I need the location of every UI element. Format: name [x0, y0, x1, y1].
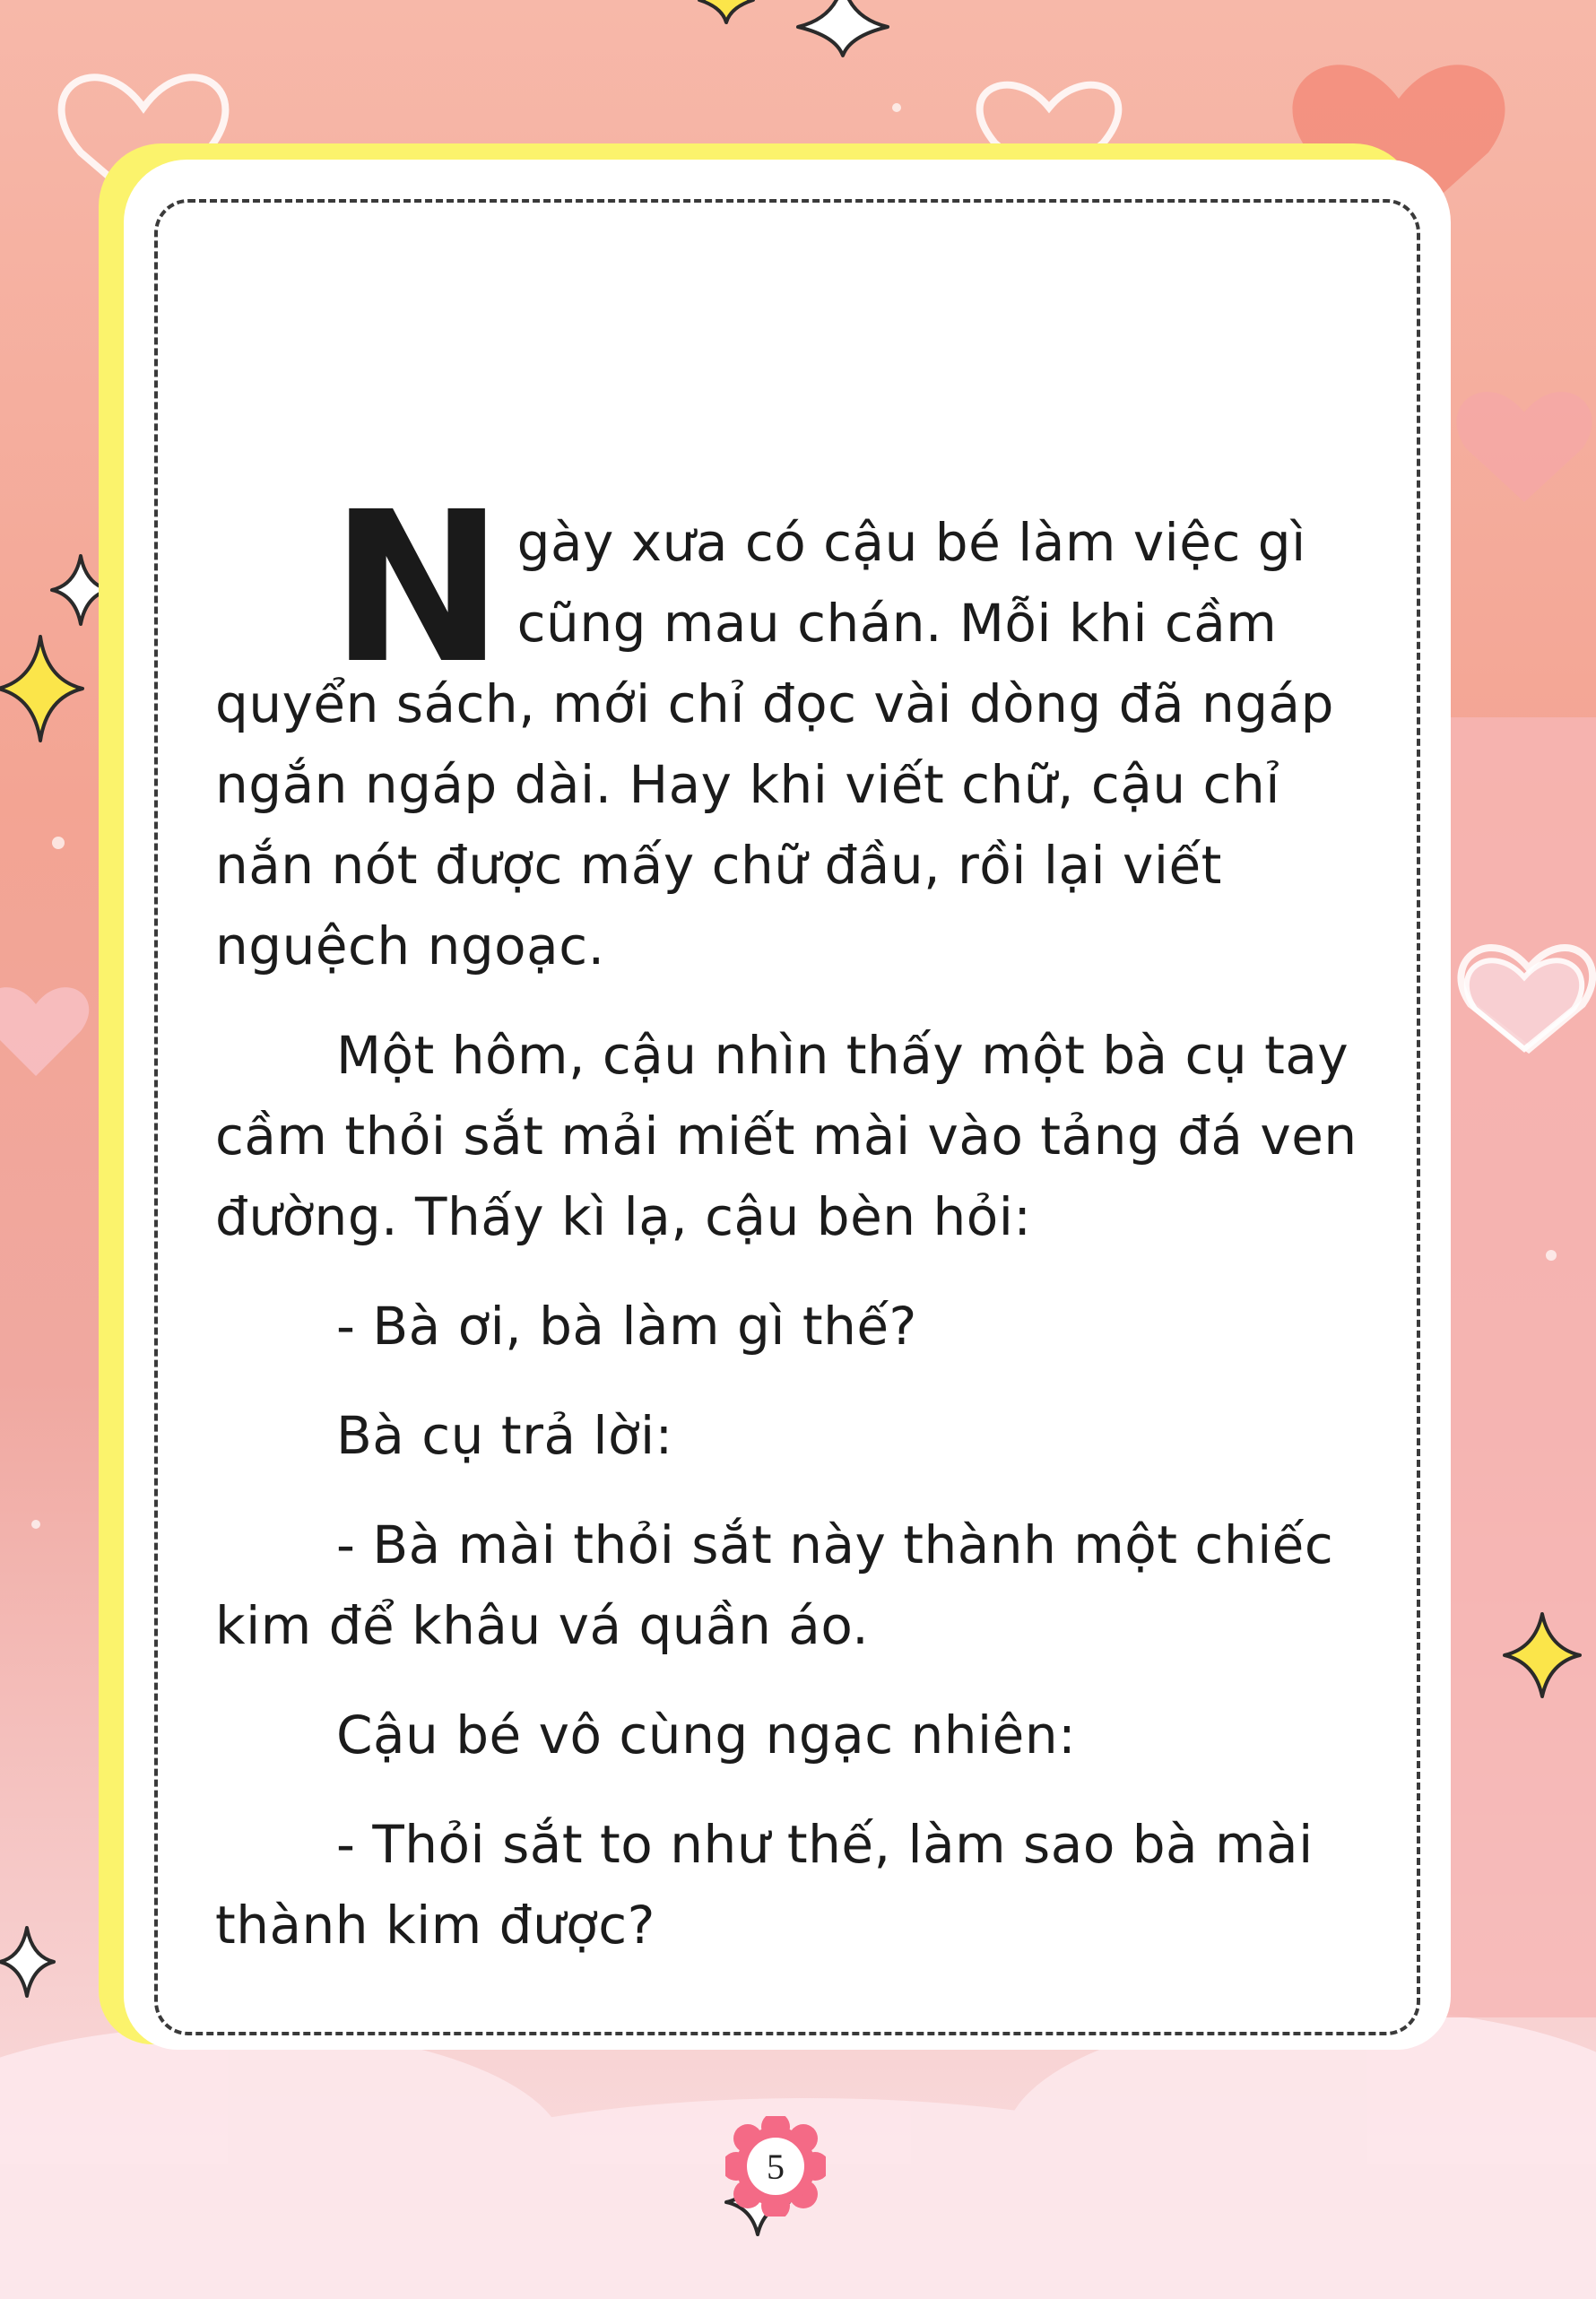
dialogue-line: - Thỏi sắt to như thế, làm sao bà mài thành kim được? [215, 1814, 1314, 1956]
story-text [215, 467, 1372, 1994]
page-number-badge [725, 2116, 826, 2217]
story-paragraph [215, 467, 1372, 986]
story-paragraph-text: gày xưa có cậu bé làm việc gì cũng mau chán. Mỗi khi cầm quyển sách, mới chỉ đọc vài dòng đã ngáp ngắn ngáp dài. Hay khi viết chữ, cậu chỉ nắn nót được mấy chữ đầu, rồi lại viết nguệch ngoạc. [215, 512, 1334, 976]
story-paragraph: Bà cụ trả lời: [336, 1405, 673, 1466]
dialogue-line: - Bà ơi, bà làm gì thế? [336, 1296, 917, 1357]
story-paragraph: Cậu bé vô cùng ngạc nhiên: [336, 1705, 1077, 1765]
page-number: 5 [767, 2146, 785, 2187]
drop-cap: N [330, 467, 505, 709]
story-paragraph: Một hôm, cậu nhìn thấy một bà cụ tay cầm thỏi sắt mải miết mài vào tảng đá ven đường. Thấy kì lạ, cậu bèn hỏi: [215, 1025, 1357, 1247]
dialogue-line: - Bà mài thỏi sắt này thành một chiếc kim để khâu vá quần áo. [215, 1514, 1334, 1656]
